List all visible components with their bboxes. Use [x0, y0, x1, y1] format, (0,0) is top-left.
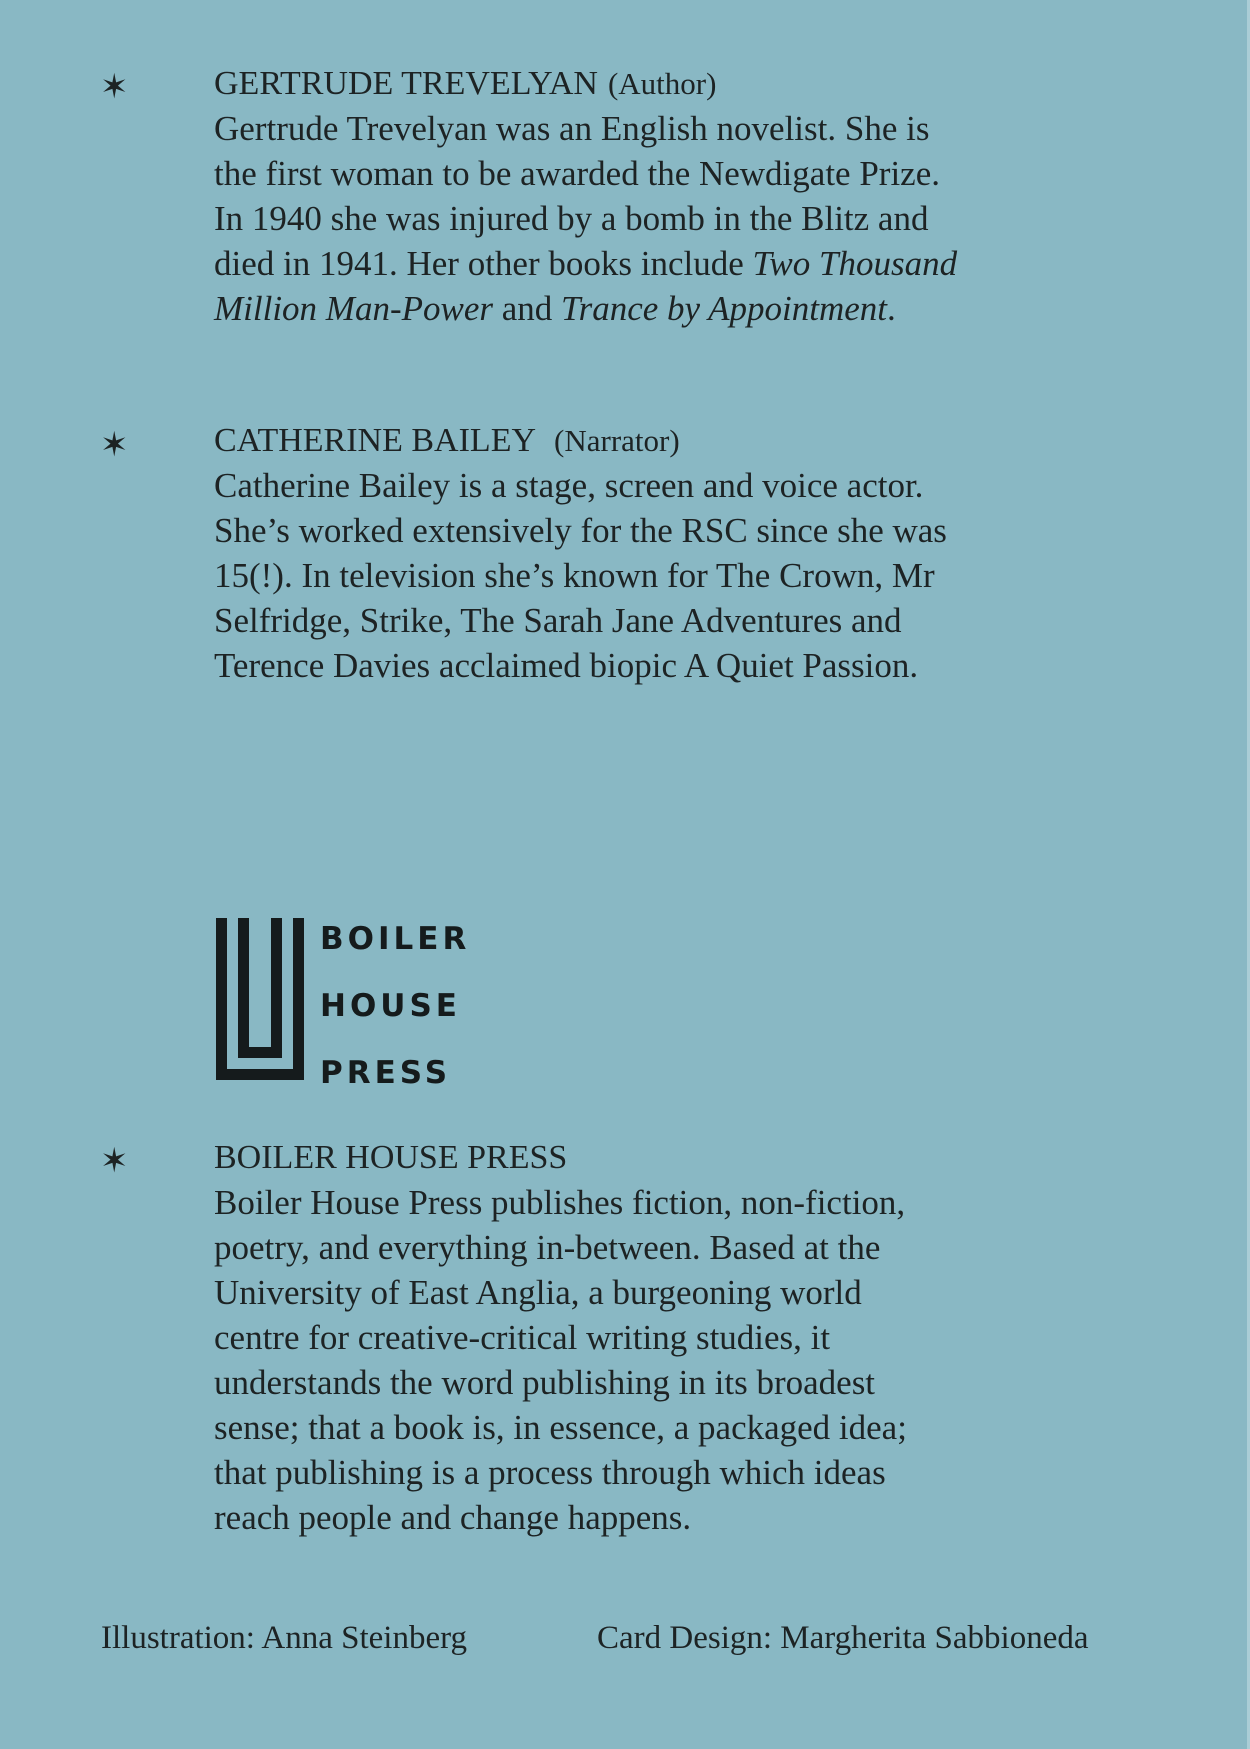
author-heading [214, 62, 1094, 106]
illustration-credit: Illustration: Anna Steinberg [101, 1620, 468, 1656]
bio-line: poetry, and everything in-between. Based at the [214, 1228, 881, 1267]
author-bio [214, 106, 1094, 331]
bio-line: She’s worked extensively for the RSC since she was [214, 511, 947, 550]
author-name: GERTRUDE TREVELYAN [214, 65, 598, 102]
book-title-1b: Million Man-Power [214, 289, 493, 328]
bio-line: 15(!). In television she’s known for The Crown, Mr [214, 556, 935, 595]
bio-line: Catherine Bailey is a stage, screen and voice actor. [214, 466, 924, 505]
narrator-bio [214, 463, 1094, 688]
narrator-heading [214, 419, 1094, 463]
logo-word: PRESS [320, 1055, 452, 1091]
narrator-role: (Narrator) [554, 423, 680, 458]
logo-wordmark [320, 906, 470, 1107]
bio-line: Selfridge, Strike, The Sarah Jane Adventures and [214, 601, 902, 640]
bio-line: understands the word publishing in its broadest [214, 1363, 876, 1402]
bio-line: In 1940 she was injured by a bomb in the Blitz and [214, 199, 929, 238]
book-title-1a: Two Thousand [752, 244, 958, 283]
logo-word: HOUSE [320, 988, 461, 1024]
narrator-name: CATHERINE BAILEY [214, 422, 537, 459]
logo-word: BOILER [320, 921, 471, 957]
bio-line: reach people and change happens. [214, 1498, 692, 1537]
bio-line [214, 241, 1094, 286]
bio-line: Gertrude Trevelyan was an English novelist. She is [214, 109, 930, 148]
bio-line: sense; that a book is, in essence, a packaged idea; [214, 1408, 907, 1447]
book-title-2: Trance by Appointment [561, 289, 888, 328]
publisher-bio [214, 1180, 1094, 1540]
star-bullet-icon: ✶ [100, 1141, 129, 1181]
bio-line: the first woman to be awarded the Newdigate Prize. [214, 154, 940, 193]
author-role: (Author) [607, 66, 717, 101]
bio-line: centre for creative-critical writing studies, it [214, 1318, 831, 1357]
design-credit: Card Design: Margherita Sabbioneda [597, 1620, 1089, 1656]
bio-text: and [493, 289, 562, 328]
bio-line [214, 286, 1094, 331]
bio-line: that publishing is a process through which ideas [214, 1453, 886, 1492]
bio-line: Terence Davies acclaimed biopic A Quiet Passion. [214, 646, 919, 685]
bio-text: died in 1941. Her other books include [214, 244, 753, 283]
star-bullet-icon: ✶ [100, 425, 129, 465]
bio-line: University of East Anglia, a burgeoning world [214, 1273, 862, 1312]
bio-period: . [887, 289, 896, 328]
publisher-heading: BOILER HOUSE PRESS [214, 1139, 568, 1176]
bio-line: Boiler House Press publishes fiction, non-fiction, [214, 1183, 906, 1222]
star-bullet-icon: ✶ [100, 67, 129, 107]
